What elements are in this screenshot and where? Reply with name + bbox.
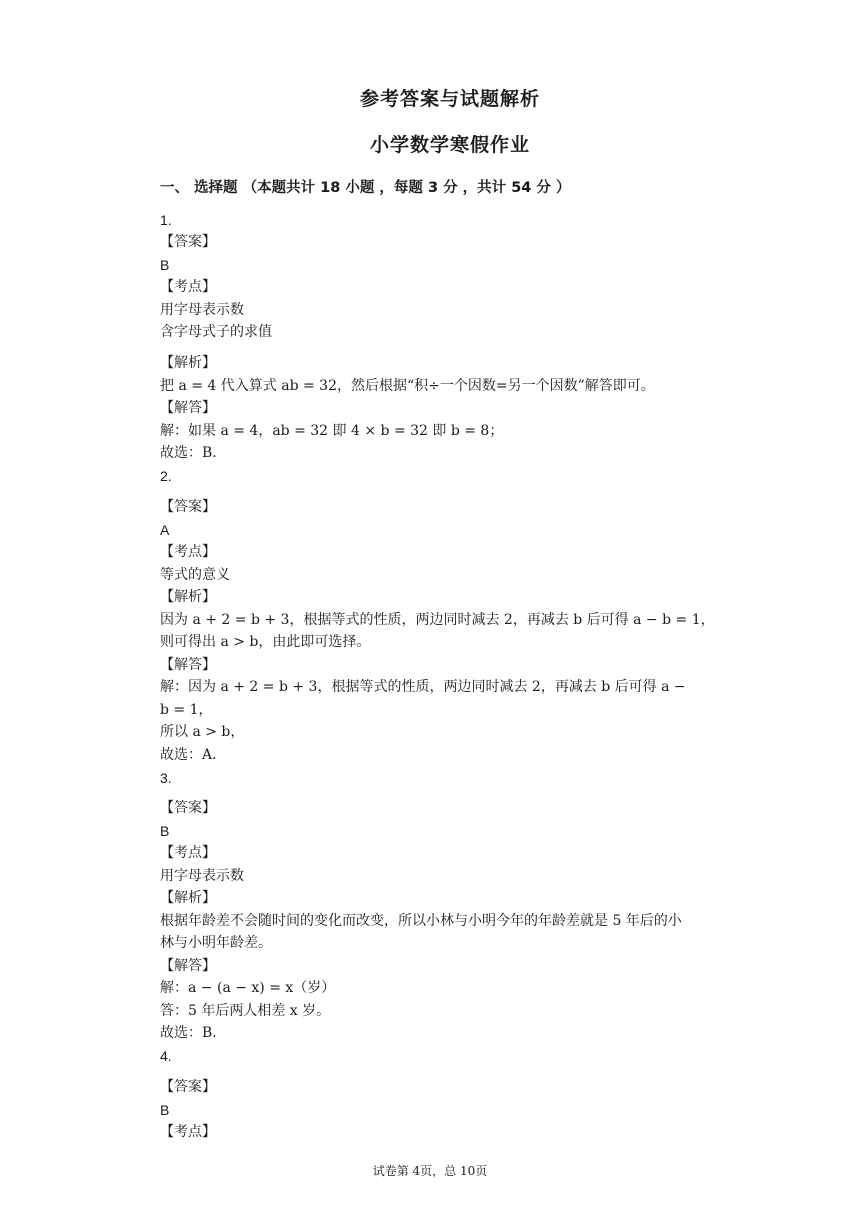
- text-line: 根据年龄差不会随时间的变化而改变，所以小林与小明今年的年龄差就是 5 年后的小: [160, 913, 682, 929]
- page-title: 参考答案与试题解析: [359, 88, 540, 110]
- text-line: 【考点】: [160, 279, 216, 295]
- text-line: 【解答】: [160, 400, 216, 416]
- text-line: 【解析】: [160, 589, 216, 605]
- text-line: 【解答】: [160, 657, 216, 673]
- page-footer: 试卷第 4页，总 10页: [372, 1164, 488, 1178]
- text-line: 【考点】: [160, 544, 216, 560]
- text-line: 【答案】: [160, 800, 216, 816]
- text-line: 所以 a > b，: [160, 724, 245, 740]
- text-line: 【考点】: [160, 845, 216, 861]
- text-line: 【解析】: [160, 890, 216, 906]
- text-line: 答：5 年后两人相差 x 岁。: [160, 1003, 331, 1019]
- text-line: 【解答】: [160, 958, 216, 974]
- text-line: 用字母表示数: [160, 868, 244, 884]
- section-heading: 一、 选择题 （本题共计 18 小题 ，每题 3 分 ，共计 54 分 ）: [160, 180, 571, 196]
- text-line: 等式的意义: [160, 567, 230, 583]
- text-line: B: [160, 257, 170, 273]
- text-line: 【解析】: [160, 355, 216, 371]
- text-line: 3.: [160, 770, 172, 786]
- text-line: B: [160, 823, 170, 839]
- page-subtitle: 小学数学寒假作业: [369, 134, 530, 156]
- text-line: 解：因为 a + 2 = b + 3，根据等式的性质，两边同时减去 2，再减去 b 后可得 a −: [160, 679, 686, 695]
- text-line: 解：如果 a = 4，ab = 32 即 4 × b = 32 即 b = 8；: [160, 423, 504, 439]
- text-line: 把 a = 4 代入算式 ab = 32，然后根据“积÷一个因数=另一个因数”解答即可。: [160, 378, 655, 394]
- text-line: 因为 a + 2 = b + 3，根据等式的性质，两边同时减去 2，再减去 b 后可得 a − b = 1，: [160, 612, 715, 628]
- text-line: 1.: [160, 212, 172, 228]
- text-line: 故选：B．: [160, 445, 227, 461]
- text-line: 2.: [160, 468, 172, 484]
- text-line: 4.: [160, 1048, 172, 1064]
- text-line: 【考点】: [160, 1124, 216, 1140]
- text-line: 【答案】: [160, 234, 216, 250]
- text-line: 用字母表示数: [160, 302, 244, 318]
- text-line: b = 1，: [160, 702, 213, 718]
- text-line: 【答案】: [160, 1079, 216, 1095]
- text-line: 林与小明年龄差。: [160, 935, 272, 951]
- text-line: A: [160, 522, 170, 538]
- text-line: 【答案】: [160, 499, 216, 515]
- text-line: 含字母式子的求值: [160, 324, 272, 340]
- text-line: 解：a − (a − x) = x（岁）: [160, 980, 336, 996]
- text-line: 故选：A．: [160, 747, 227, 763]
- text-line: 则可得出 a > b，由此即可选择。: [160, 634, 371, 650]
- text-line: B: [160, 1102, 170, 1118]
- text-line: 故选：B．: [160, 1025, 227, 1041]
